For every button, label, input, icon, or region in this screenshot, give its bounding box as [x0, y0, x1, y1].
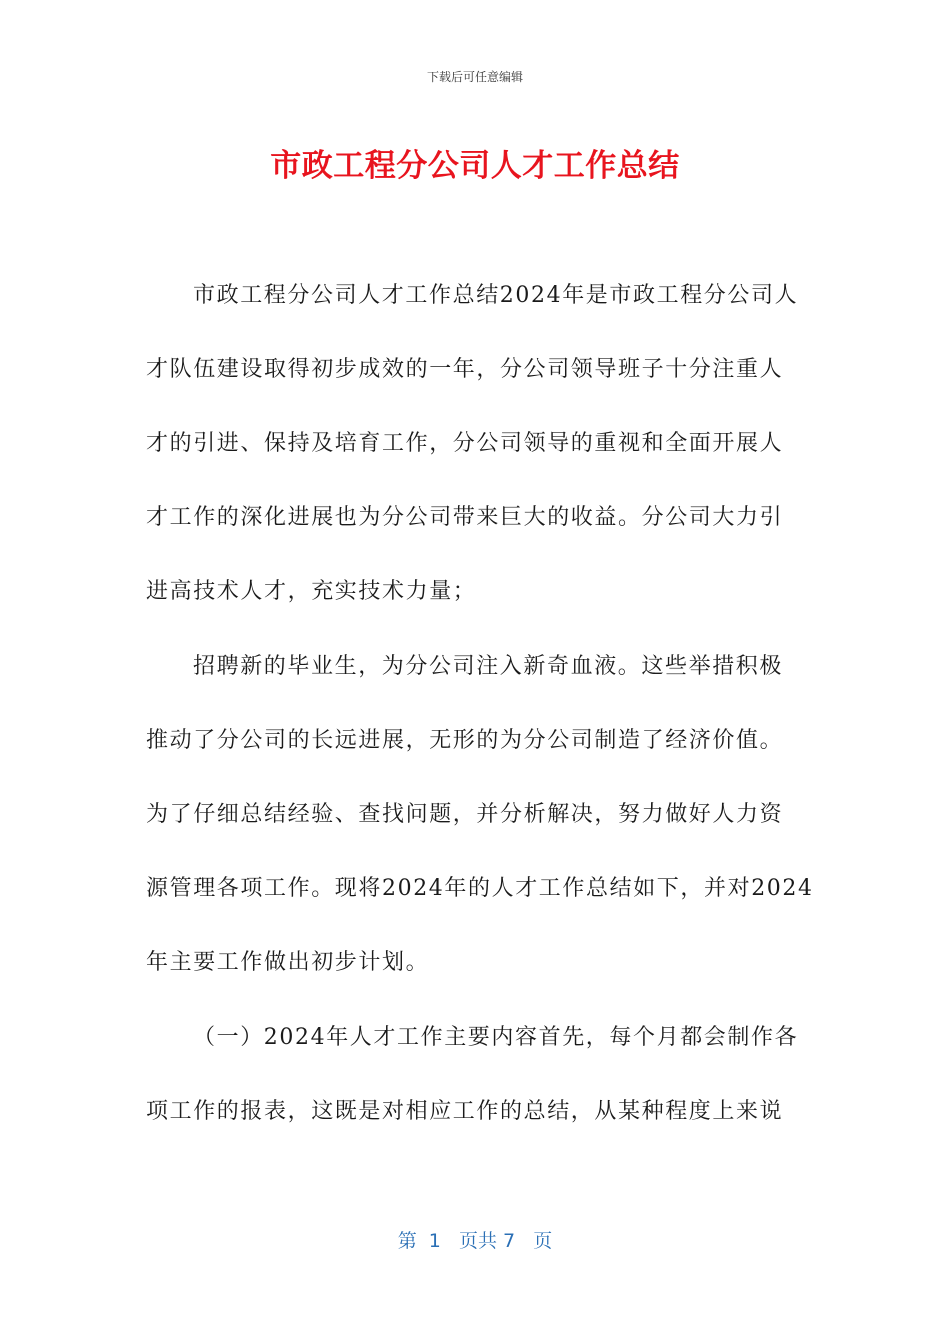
page-footer: 第 1 页共 7 页 — [397, 1230, 553, 1252]
body-line-2: 才队伍建设取得初步成效的一年，分公司领导班子十分注重人 — [146, 357, 784, 382]
body-line-8: 为了仔细总结经验、查找问题，并分析解决，努力做好人力资 — [146, 802, 784, 827]
body-line-6: 招聘新的毕业生，为分公司注入新奇血液。这些举措积极 — [193, 654, 784, 679]
body-line-11: （一）2024年人才工作主要内容首先，每个月都会制作各 — [193, 1025, 799, 1050]
body-line-4: 才工作的深化进展也为分公司带来巨大的收益。分公司大力引 — [146, 505, 784, 530]
body-line-3: 才的引进、保持及培育工作，分公司领导的重视和全面开展人 — [146, 431, 784, 456]
body-line-10: 年主要工作做出初步计划。 — [146, 950, 430, 975]
body-line-12: 项工作的报表，这既是对相应工作的总结，从某种程度上来说 — [146, 1099, 784, 1124]
header-note: 下载后可任意编辑 — [426, 70, 523, 84]
body-line-5: 进高技术人才，充实技术力量； — [146, 579, 477, 604]
body-line-9: 源管理各项工作。现将2024年的人才工作总结如下，并对2024 — [146, 876, 814, 901]
body-line-7: 推动了分公司的长远进展，无形的为分公司制造了经济价值。 — [146, 728, 784, 753]
document-title: 市政工程分公司人才工作总结 — [270, 148, 680, 184]
body-line-1: 市政工程分公司人才工作总结2024年是市政工程分公司人 — [193, 283, 799, 308]
